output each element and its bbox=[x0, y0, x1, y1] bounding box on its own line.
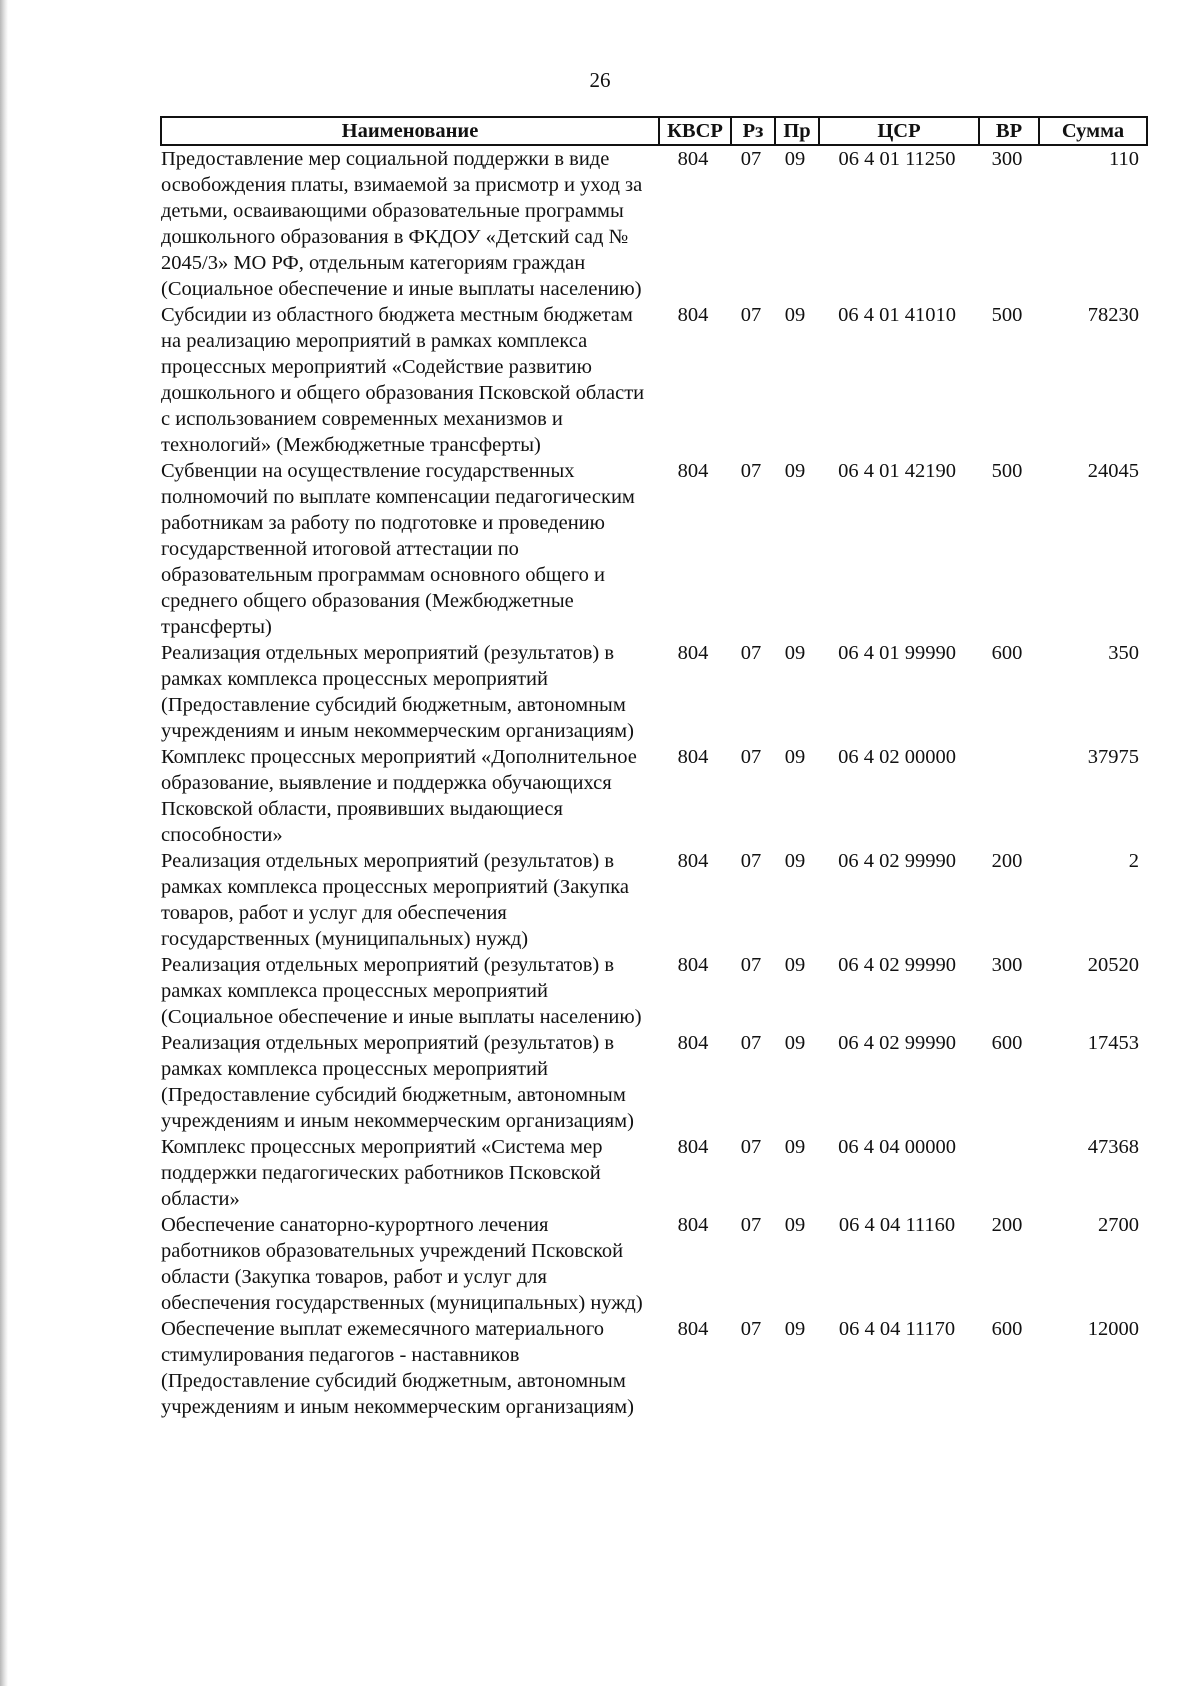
table-header-row bbox=[161, 117, 1147, 145]
row-vr: 500 bbox=[991, 304, 1023, 326]
row-kvsr: 804 bbox=[677, 1214, 709, 1236]
header-vr: ВР bbox=[979, 117, 1039, 145]
row-pr: 09 bbox=[784, 954, 806, 976]
row-kvsr: 804 bbox=[677, 1136, 709, 1158]
row-name: Реализация отдельных мероприятий (результатов) в рамках комплекса процессных мероприятий (Предоставление субсидий бюджетным, автономным учреждениям и иным некоммерческим организациям) bbox=[161, 642, 634, 742]
table-row bbox=[161, 848, 1147, 952]
row-name: Комплекс процессных мероприятий «Система мер поддержки педагогических работников Псковской области» bbox=[161, 1136, 603, 1210]
table-row bbox=[161, 302, 1147, 458]
row-pr: 09 bbox=[784, 642, 806, 664]
table-row bbox=[161, 640, 1147, 744]
row-rz: 07 bbox=[740, 1032, 762, 1054]
row-csr: 06 4 04 11160 bbox=[838, 1214, 956, 1236]
row-pr: 09 bbox=[784, 304, 806, 326]
row-sum: 2700 bbox=[1098, 1214, 1139, 1236]
table-row bbox=[161, 1030, 1147, 1134]
header-name: Наименование bbox=[161, 117, 659, 145]
row-rz: 07 bbox=[740, 746, 762, 768]
row-pr: 09 bbox=[784, 1032, 806, 1054]
row-csr: 06 4 02 99990 bbox=[838, 954, 956, 976]
row-sum: 110 bbox=[1109, 148, 1139, 170]
row-vr: 600 bbox=[991, 1032, 1023, 1054]
row-sum: 12000 bbox=[1087, 1318, 1139, 1340]
row-vr: 200 bbox=[991, 850, 1023, 872]
row-sum: 350 bbox=[1108, 642, 1139, 664]
row-name: Предоставление мер социальной поддержки в виде освобождения платы, взимаемой за присмотр и уход за детьми, осваивающими образовательные программы дошкольного образования в ФКДОУ «Детский сад № 2045/3» МО РФ, отдельным категориям граждан (Социальное обеспечение и иные выплаты населению) bbox=[161, 148, 643, 300]
row-vr bbox=[979, 744, 1039, 848]
row-rz: 07 bbox=[740, 954, 762, 976]
row-csr: 06 4 02 00000 bbox=[838, 746, 956, 768]
row-csr: 06 4 01 41010 bbox=[838, 304, 956, 326]
row-sum: 2 bbox=[1128, 850, 1139, 872]
header-sum: Сумма bbox=[1039, 117, 1147, 145]
row-csr: 06 4 01 99990 bbox=[838, 642, 956, 664]
table-row bbox=[161, 458, 1147, 640]
row-pr: 09 bbox=[784, 746, 806, 768]
row-vr: 200 bbox=[991, 1214, 1023, 1236]
row-kvsr: 804 bbox=[677, 148, 709, 170]
row-rz: 07 bbox=[740, 850, 762, 872]
table-row bbox=[161, 145, 1147, 302]
table-row bbox=[161, 1212, 1147, 1316]
table-row bbox=[161, 952, 1147, 1030]
row-name: Реализация отдельных мероприятий (результатов) в рамках комплекса процессных мероприятий (Закупка товаров, работ и услуг для обеспечения государственных (муниципальных) нужд) bbox=[161, 850, 629, 950]
row-csr: 06 4 01 42190 bbox=[838, 460, 956, 482]
row-vr: 300 bbox=[991, 148, 1023, 170]
header-pr: Пр bbox=[775, 117, 819, 145]
row-csr: 06 4 02 99990 bbox=[838, 850, 956, 872]
row-sum: 78230 bbox=[1087, 304, 1139, 326]
table-row bbox=[161, 1134, 1147, 1212]
row-csr: 06 4 04 00000 bbox=[838, 1136, 956, 1158]
row-rz: 07 bbox=[740, 642, 762, 664]
row-name: Субвенции на осуществление государственных полномочий по выплате компенсации педагогическим работникам за работу по подготовке и проведению государственной итоговой аттестации по образовательным программам основного общего и среднего общего образования (Межбюджетные трансферты) bbox=[161, 460, 635, 638]
page-number: 26 bbox=[589, 68, 611, 92]
row-vr: 600 bbox=[991, 642, 1023, 664]
row-pr: 09 bbox=[784, 148, 806, 170]
row-pr: 09 bbox=[784, 460, 806, 482]
row-rz: 07 bbox=[740, 1136, 762, 1158]
row-sum: 47368 bbox=[1087, 1136, 1139, 1158]
row-sum: 24045 bbox=[1087, 460, 1139, 482]
row-rz: 07 bbox=[740, 1318, 762, 1340]
row-name: Реализация отдельных мероприятий (результатов) в рамках комплекса процессных мероприятий (Социальное обеспечение и иные выплаты населению) bbox=[161, 954, 642, 1028]
row-rz: 07 bbox=[740, 304, 762, 326]
row-sum: 37975 bbox=[1087, 746, 1139, 768]
row-kvsr: 804 bbox=[677, 1032, 709, 1054]
row-kvsr: 804 bbox=[677, 642, 709, 664]
row-sum: 17453 bbox=[1087, 1032, 1139, 1054]
header-rz: Рз bbox=[731, 117, 775, 145]
row-vr bbox=[979, 1134, 1039, 1212]
row-name: Субсидии из областного бюджета местным бюджетам на реализацию мероприятий в рамках комплекса процессных мероприятий «Содействие развитию дошкольного и общего образования Псковской области с использованием современных механизмов и технологий» (Межбюджетные трансферты) bbox=[161, 304, 645, 456]
row-name: Реализация отдельных мероприятий (результатов) в рамках комплекса процессных мероприятий (Предоставление субсидий бюджетным, автономным учреждениям и иным некоммерческим организациям) bbox=[161, 1032, 634, 1132]
row-kvsr: 804 bbox=[677, 1318, 709, 1340]
row-kvsr: 804 bbox=[677, 954, 709, 976]
row-csr: 06 4 01 11250 bbox=[838, 148, 956, 170]
row-vr: 500 bbox=[991, 460, 1023, 482]
row-kvsr: 804 bbox=[677, 746, 709, 768]
row-rz: 07 bbox=[740, 1214, 762, 1236]
row-csr: 06 4 04 11170 bbox=[838, 1318, 956, 1340]
header-kvsr: КВСР bbox=[659, 117, 731, 145]
budget-table bbox=[160, 116, 1148, 1420]
row-rz: 07 bbox=[740, 148, 762, 170]
row-sum: 20520 bbox=[1087, 954, 1139, 976]
row-kvsr: 804 bbox=[677, 304, 709, 326]
row-pr: 09 bbox=[784, 1318, 806, 1340]
row-rz: 07 bbox=[740, 460, 762, 482]
row-vr: 600 bbox=[991, 1318, 1023, 1340]
row-pr: 09 bbox=[784, 850, 806, 872]
row-kvsr: 804 bbox=[677, 460, 709, 482]
header-csr: ЦСР bbox=[819, 117, 979, 145]
scan-edge-shadow bbox=[0, 0, 8, 1686]
row-name: Комплекс процессных мероприятий «Дополнительное образование, выявление и поддержка обучающихся Псковской области, проявивших выдающиеся способности» bbox=[161, 746, 637, 846]
table-row bbox=[161, 1316, 1147, 1420]
row-name: Обеспечение санаторно-курортного лечения работников образовательных учреждений Псковской области (Закупка товаров, работ и услуг для обеспечения государственных (муниципальных) нужд) bbox=[161, 1214, 643, 1314]
table-row bbox=[161, 744, 1147, 848]
row-vr: 300 bbox=[991, 954, 1023, 976]
row-pr: 09 bbox=[784, 1136, 806, 1158]
row-pr: 09 bbox=[784, 1214, 806, 1236]
row-csr: 06 4 02 99990 bbox=[838, 1032, 956, 1054]
row-kvsr: 804 bbox=[677, 850, 709, 872]
row-name: Обеспечение выплат ежемесячного материального стимулирования педагогов - наставников (Предоставление субсидий бюджетным, автономным учреждениям и иным некоммерческим организациям) bbox=[161, 1318, 634, 1418]
